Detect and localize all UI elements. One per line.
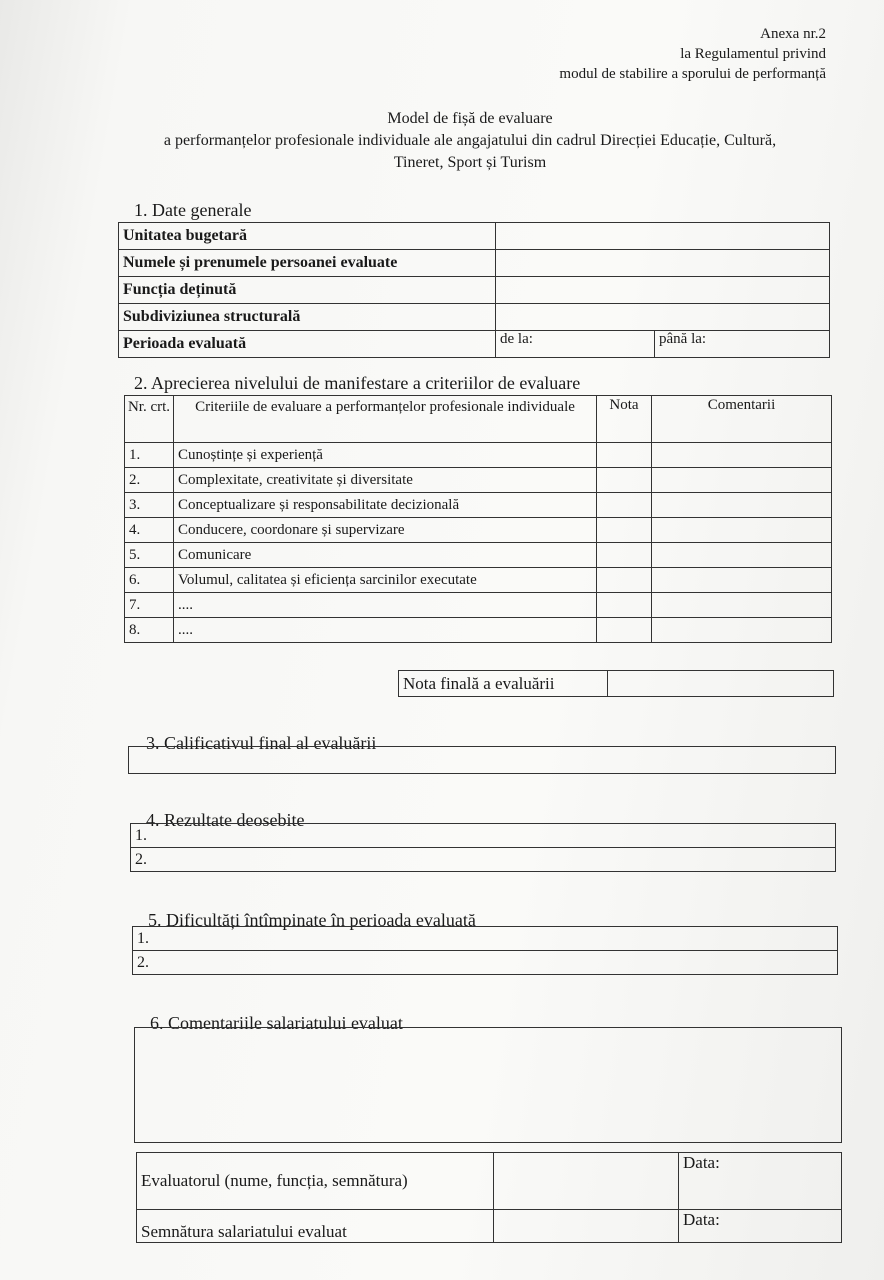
table-row (125, 618, 832, 643)
table-row (125, 468, 832, 493)
table-row (125, 443, 832, 468)
table-header-row (125, 396, 832, 443)
col-comments: Comentarii (652, 396, 832, 443)
table-row (133, 951, 838, 975)
employee-date[interactable]: Data: (679, 1210, 842, 1243)
row-grade[interactable] (597, 568, 652, 593)
row-nr: 1. (125, 443, 174, 468)
difficulties-table (132, 926, 838, 975)
row-nr: 2. (125, 468, 174, 493)
general-data-table (118, 222, 830, 358)
annex-header (559, 24, 826, 84)
annex-number: Anexa nr.2 (760, 26, 826, 42)
field-subdivision[interactable] (496, 304, 830, 331)
row-criterion: Conceptualizare și responsabilitate decizională (174, 493, 597, 518)
row-comment[interactable] (652, 593, 832, 618)
section-6-heading: 6. Comentariile salariatului evaluat (150, 1013, 403, 1033)
evaluator-signature-field[interactable] (494, 1153, 679, 1210)
title-line-3: Tineret, Sport și Turism (393, 154, 547, 171)
criteria-table (124, 395, 832, 643)
results-row-2[interactable]: 2. (131, 848, 836, 872)
row-grade[interactable] (597, 493, 652, 518)
employee-signature-label: Semnătura salariatului evaluat (137, 1210, 494, 1243)
row-nr: 4. (125, 518, 174, 543)
label-name: Numele și prenumele persoanei evaluate (119, 250, 496, 277)
row-grade[interactable] (597, 618, 652, 643)
label-function: Funcția deținută (119, 277, 496, 304)
table-row (125, 568, 832, 593)
difficulties-row-1[interactable]: 1. (133, 927, 838, 951)
title-line-2: a performanțelor profesionale individuale ale angajatului din cadrul Direcției Educație, Cultură, (163, 132, 777, 149)
row-comment[interactable] (652, 518, 832, 543)
evaluator-label: Evaluatorul (nume, funcția, semnătura) (137, 1153, 494, 1210)
field-period-from[interactable]: de la: (496, 331, 655, 358)
field-name[interactable] (496, 250, 830, 277)
field-function[interactable] (496, 277, 830, 304)
results-row-1[interactable]: 1. (131, 824, 836, 848)
row-grade[interactable] (597, 443, 652, 468)
final-grade-field[interactable] (608, 671, 834, 697)
table-row (119, 250, 830, 277)
row-nr: 8. (125, 618, 174, 643)
row-nr: 5. (125, 543, 174, 568)
section-4-heading: 4. Rezultate deosebite (146, 810, 305, 830)
section-2-heading: 2. Aprecierea nivelului de manifestare a criteriilor de evaluare (134, 373, 581, 393)
row-comment[interactable] (652, 493, 832, 518)
signature-table (136, 1152, 842, 1243)
table-row (119, 277, 830, 304)
field-unit[interactable] (496, 223, 830, 250)
evaluator-date[interactable]: Data: (679, 1153, 842, 1210)
row-criterion: .... (174, 593, 597, 618)
table-row (119, 331, 830, 358)
row-grade[interactable] (597, 468, 652, 493)
row-comment[interactable] (652, 443, 832, 468)
row-criterion: .... (174, 618, 597, 643)
difficulties-row-2[interactable]: 2. (133, 951, 838, 975)
row-nr: 7. (125, 593, 174, 618)
table-row (137, 1210, 842, 1243)
table-row (131, 824, 836, 848)
row-nr: 6. (125, 568, 174, 593)
title-line-1: Model de fișă de evaluare (387, 110, 553, 127)
table-row (137, 1153, 842, 1210)
row-grade[interactable] (597, 593, 652, 618)
table-row (125, 493, 832, 518)
row-comment[interactable] (652, 468, 832, 493)
section-5-heading: 5. Dificultăți întîmpinate în perioada evaluată (148, 910, 476, 930)
field-period-to[interactable]: până la: (655, 331, 830, 358)
document-title (100, 108, 840, 174)
table-row (125, 518, 832, 543)
annex-subject: modul de stabilire a sporului de performanță (559, 66, 826, 82)
table-row (119, 304, 830, 331)
row-grade[interactable] (597, 518, 652, 543)
employee-signature-field[interactable] (494, 1210, 679, 1243)
row-comment[interactable] (652, 543, 832, 568)
row-criterion: Conducere, coordonare și supervizare (174, 518, 597, 543)
employee-comments-field[interactable] (134, 1027, 842, 1143)
table-row (133, 927, 838, 951)
col-criteria: Criteriile de evaluare a performanțelor profesionale individuale (174, 396, 597, 443)
final-grade-label: Nota finală a evaluării (399, 671, 608, 697)
table-row (131, 848, 836, 872)
section-1-heading: 1. Date generale (134, 200, 252, 220)
table-row (125, 543, 832, 568)
annex-regulation: la Regulamentul privind (680, 46, 826, 62)
row-grade[interactable] (597, 543, 652, 568)
row-comment[interactable] (652, 618, 832, 643)
col-nota: Nota (597, 396, 652, 443)
label-subdivision: Subdiviziunea structurală (119, 304, 496, 331)
table-row (119, 223, 830, 250)
col-nr: Nr. crt. (125, 396, 174, 443)
row-comment[interactable] (652, 568, 832, 593)
row-criterion: Comunicare (174, 543, 597, 568)
section-3-heading: 3. Calificativul final al evaluării (146, 733, 377, 753)
row-criterion: Volumul, calitatea și eficiența sarcinilor executate (174, 568, 597, 593)
final-qualification-field[interactable] (128, 746, 836, 774)
label-unit: Unitatea bugetară (119, 223, 496, 250)
label-period: Perioada evaluată (119, 331, 496, 358)
final-grade-table (398, 670, 834, 697)
row-criterion: Complexitate, creativitate și diversitate (174, 468, 597, 493)
row-nr: 3. (125, 493, 174, 518)
row-criterion: Cunoștințe și experiență (174, 443, 597, 468)
results-table (130, 823, 836, 872)
table-row (125, 593, 832, 618)
